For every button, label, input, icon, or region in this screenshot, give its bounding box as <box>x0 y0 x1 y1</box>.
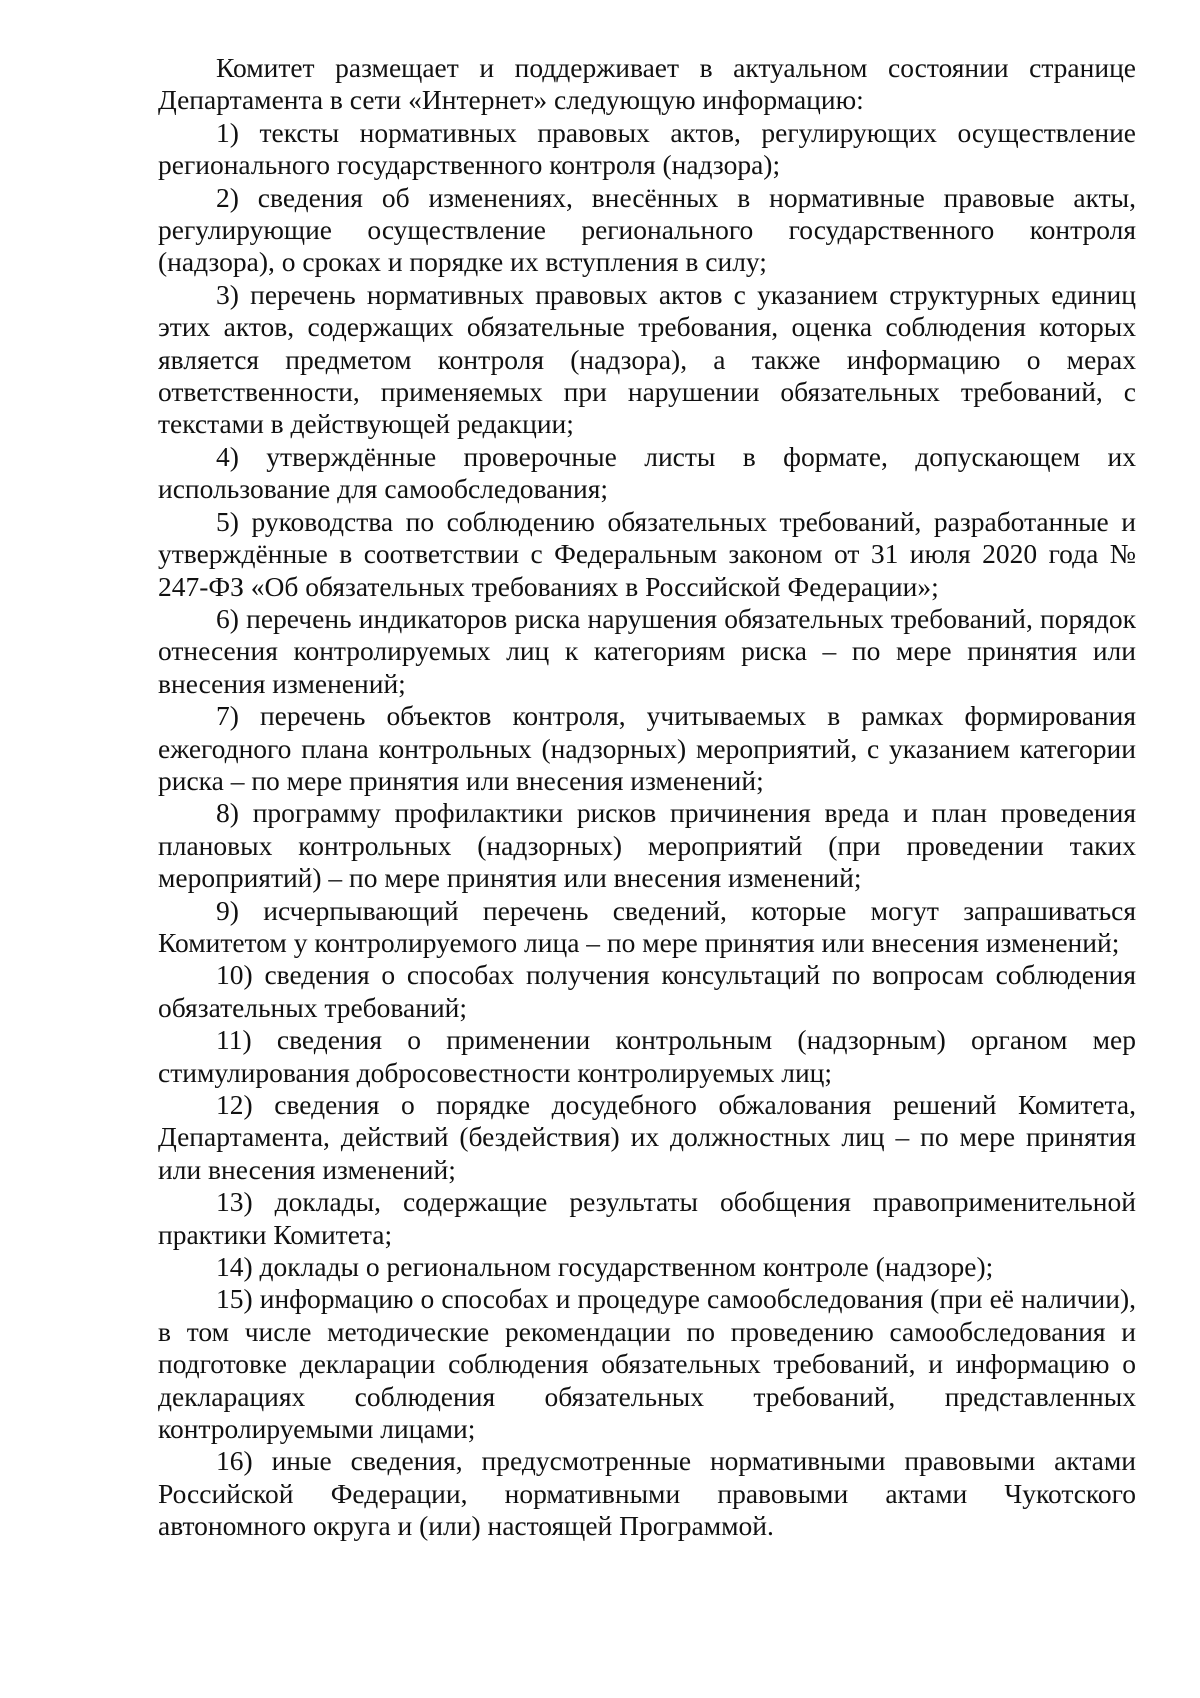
list-item: 5) руководства по соблюдению обязательных требований, разработанные и утверждённые в соответствии с Федеральным законом от 31 июля 2020 года № 247-ФЗ «Об обязательных требованиях в Российской Федерации»; <box>158 505 1136 602</box>
list-item: 11) сведения о применении контрольным (надзорным) органом мер стимулирования добросовестности контролируемых лиц; <box>158 1024 1136 1088</box>
list-item: 12) сведения о порядке досудебного обжалования решений Комитета, Департамента, действий (бездействия) их должностных лиц – по мере принятия или внесения изменений; <box>158 1089 1136 1185</box>
list-item: 3) перечень нормативных правовых актов с указанием структурных единиц этих актов, содержащих обязательные требования, оценка соблюдения которых является предметом контроля (надзора), а также информацию о мерах ответственности, применяемых при нарушении обязательных требований, с текстами в действующей редакции; <box>158 278 1136 440</box>
list-item: 9) исчерпывающий перечень сведений, которые могут запрашиваться Комитетом у контролируемого лица – по мере принятия или внесения изменений; <box>158 894 1136 958</box>
intro-paragraph: Комитет размещает и поддерживает в актуальном состоянии странице Департамента в сети «Интернет» следующую информацию: <box>158 52 1136 116</box>
list-item: 15) информацию о способах и процедуре самообследования (при её наличии), в том числе методические рекомендации по проведению самообследования и подготовке декларации соблюдения обязательных требований, и информацию о декларациях соблюдения обязательных требований, представленных контролируемыми лицами; <box>158 1283 1136 1445</box>
list-item: 7) перечень объектов контроля, учитываемых в рамках формирования ежегодного плана контрольных (надзорных) мероприятий, с указанием категории риска – по мере принятия или внесения изменений; <box>158 700 1136 796</box>
list-item: 10) сведения о способах получения консультаций по вопросам соблюдения обязательных требований; <box>158 959 1136 1023</box>
list-item: 2) сведения об изменениях, внесённых в нормативные правовые акты, регулирующие осуществление регионального государственного контроля (надзора), о сроках и порядке их вступления в силу; <box>158 181 1136 278</box>
list-item: 4) утверждённые проверочные листы в формате, допускающем их использование для самообследования; <box>158 440 1136 505</box>
list-item: 8) программу профилактики рисков причинения вреда и план проведения плановых контрольных (надзорных) мероприятий (при проведении таких мероприятий) – по мере принятия или внесения изменений; <box>158 797 1136 894</box>
document-page <box>158 52 1136 1543</box>
list-item: 13) доклады, содержащие результаты обобщения правоприменительной практики Комитета; <box>158 1186 1136 1250</box>
list-item: 1) тексты нормативных правовых актов, регулирующих осуществление регионального государственного контроля (надзора); <box>158 116 1136 181</box>
list-item: 6) перечень индикаторов риска нарушения обязательных требований, порядок отнесения контролируемых лиц к категориям риска – по мере принятия или внесения изменений; <box>158 602 1136 699</box>
list-item: 16) иные сведения, предусмотренные нормативными правовыми актами Российской Федерации, нормативными правовыми актами Чукотского автономного округа и (или) настоящей Программой. <box>158 1445 1136 1542</box>
list-item: 14) доклады о региональном государственном контроле (надзоре); <box>216 1251 994 1283</box>
